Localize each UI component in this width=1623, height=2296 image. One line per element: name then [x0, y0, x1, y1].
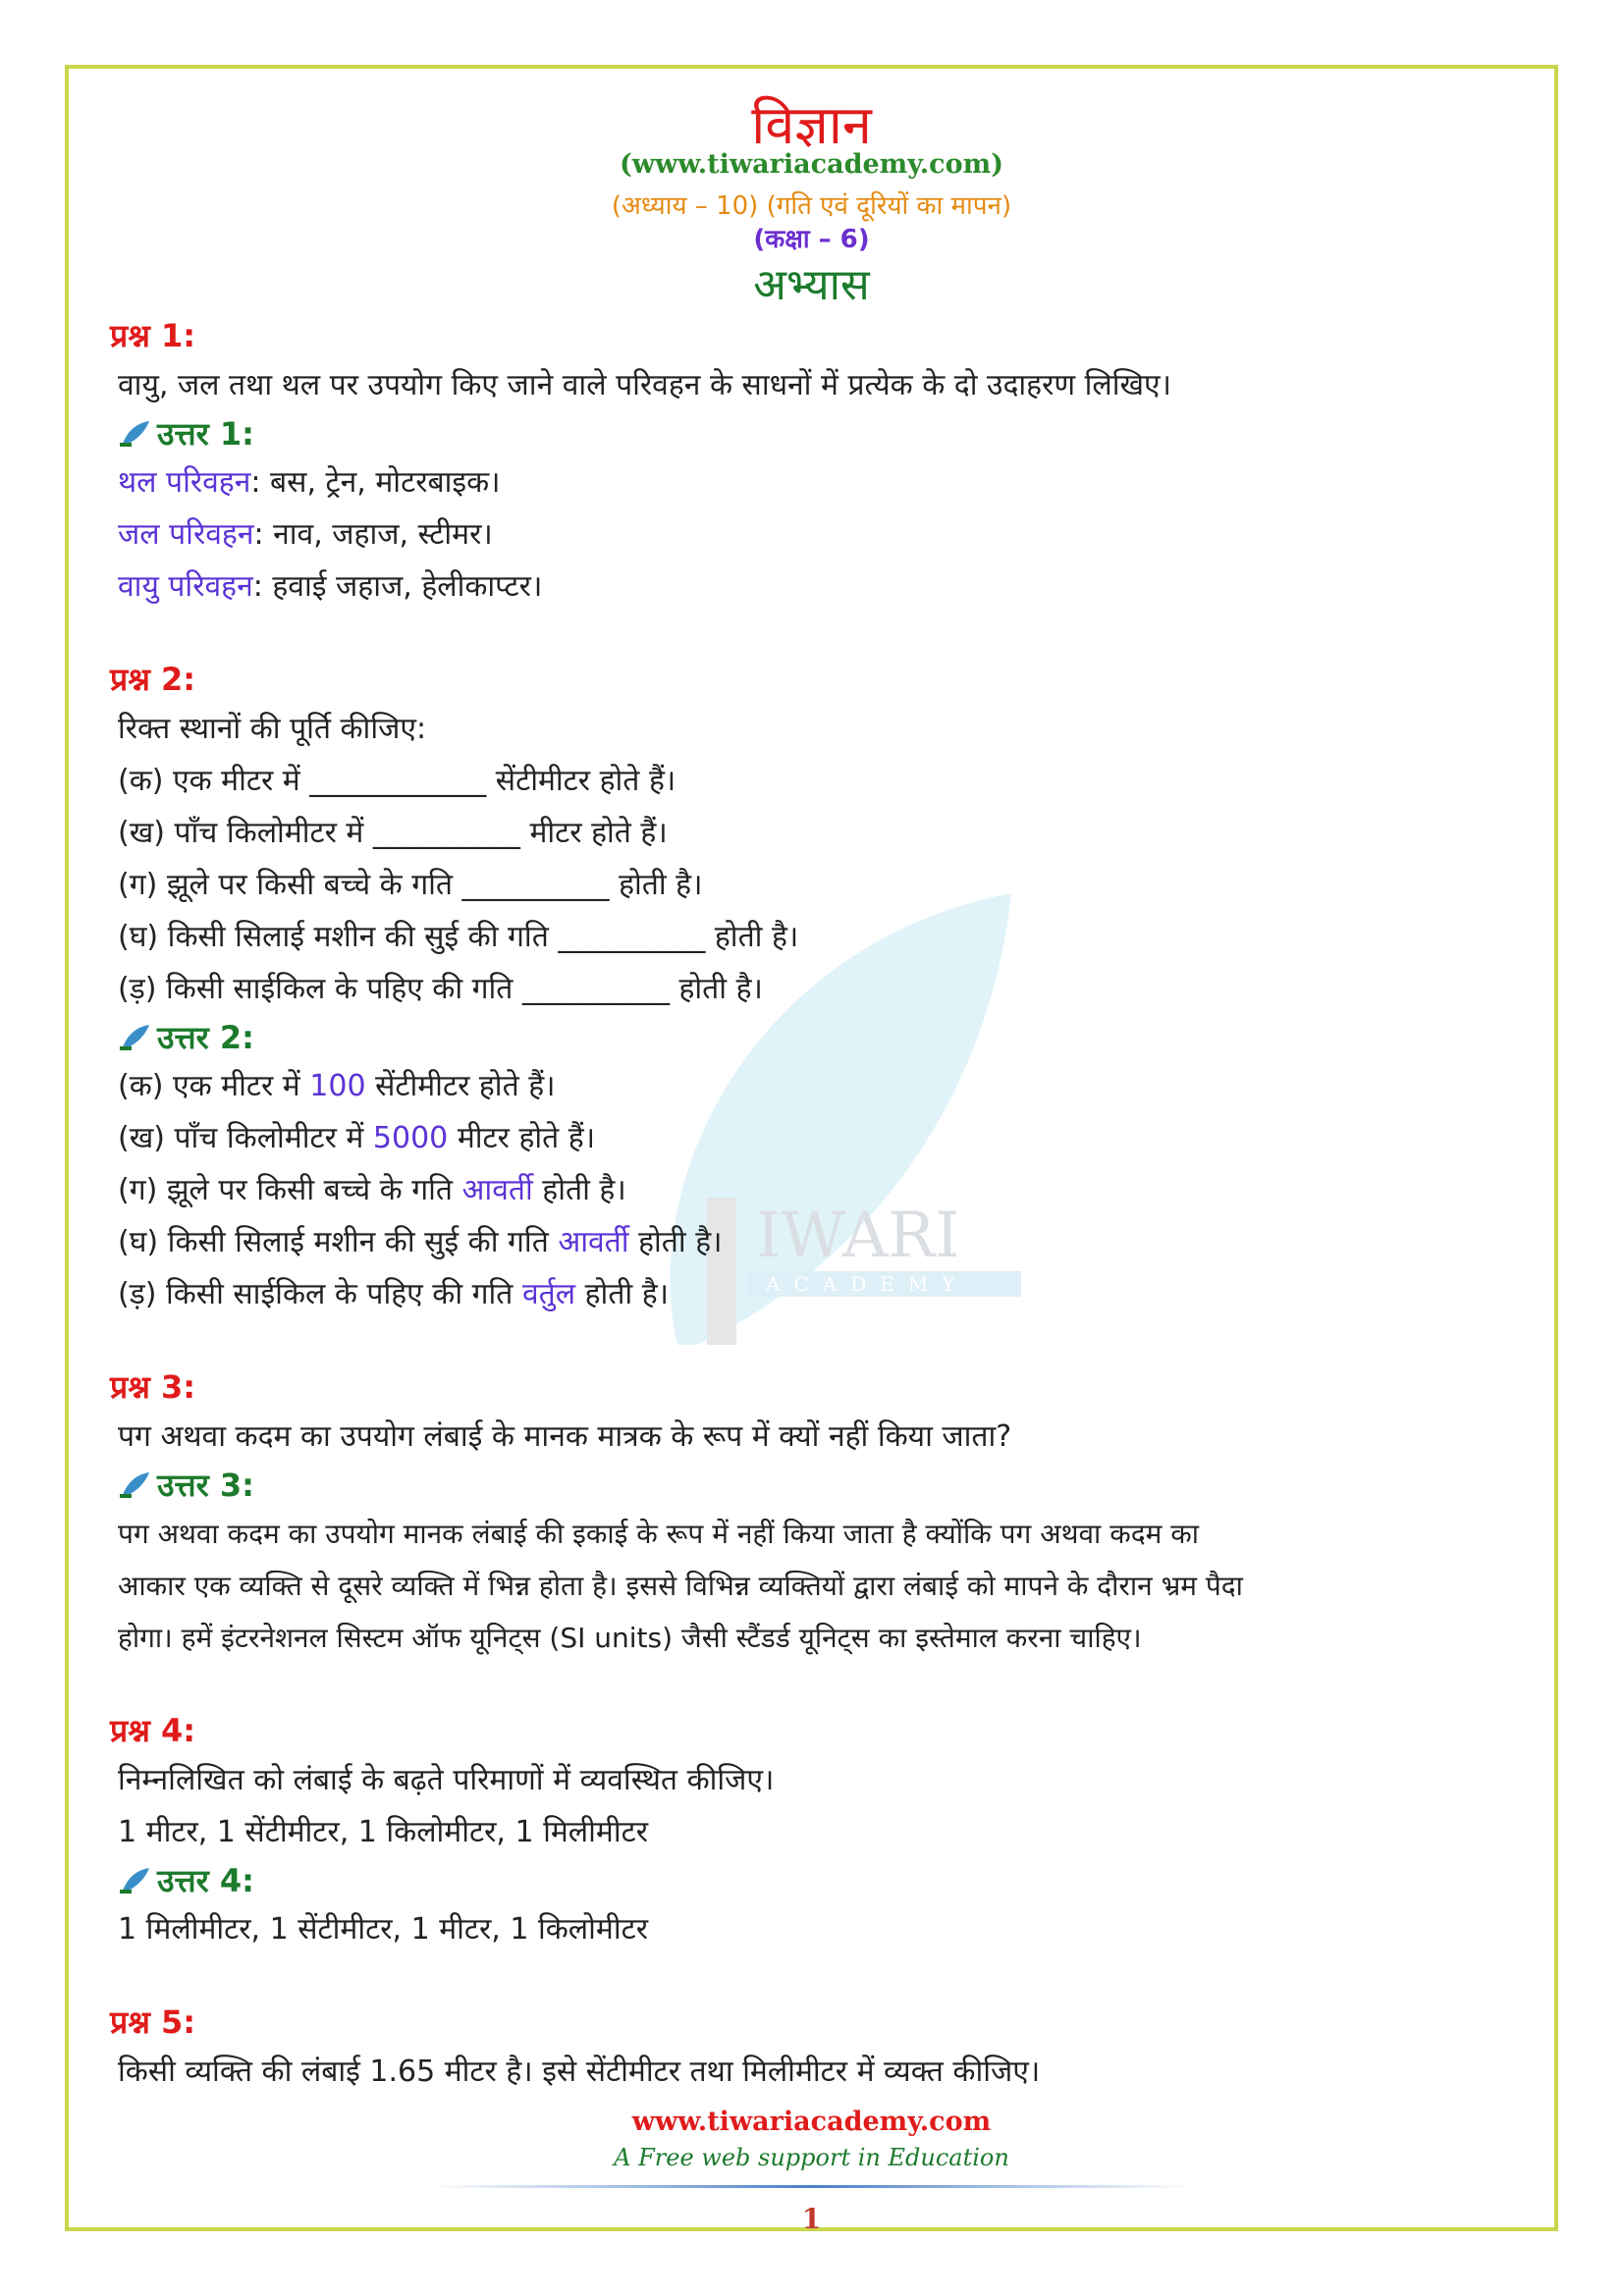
answer-3-line: पग अथवा कदम का उपयोग मानक लंबाई की इकाई के रूप में नहीं किया जाता है क्योंकि पग अथवा कदम का: [118, 1518, 1199, 1550]
quill-icon: [118, 419, 151, 449]
answer-2-line: (ड़) किसी साईकिल के पहिए की गति वर्तुल होती है।: [118, 1277, 670, 1311]
exercise-heading: अभ्यास: [753, 260, 870, 310]
answer-4-text: 1 मिलीमीटर, 1 सेंटीमीटर, 1 मीटर, 1 किलोमीटर: [118, 1912, 649, 1947]
class-label: (कक्षा – 6): [753, 225, 870, 254]
footer-tagline: A Free web support in Education: [614, 2144, 1009, 2171]
watermark-text: IWARI: [756, 1200, 960, 1272]
page-number: 1: [801, 2203, 822, 2235]
question-4-label: प्रश्न 4:: [110, 1712, 196, 1749]
footer-website: www.tiwariacademy.com: [631, 2107, 992, 2137]
answer-3-line: आकार एक व्यक्ति से दूसरे व्यक्ति में भिन्न होता है। इससे विभिन्न व्यक्तियों द्वारा लंबाई को मापने के दौरान भ्रम पैदा: [118, 1570, 1243, 1602]
quill-icon: [118, 1866, 151, 1896]
answer-4-label: उत्तर 4:: [157, 1862, 254, 1899]
quill-icon: [118, 1023, 151, 1052]
answer-2-line: (ग) झूले पर किसी बच्चे के गति आवर्ती होती है।: [118, 1173, 626, 1207]
question-1-label: प्रश्न 1:: [110, 317, 196, 354]
answer-2-heading: [110, 1015, 1524, 1060]
footer-divider: [432, 2185, 1191, 2188]
question-1-text: वायु, जल तथा थल पर उपयोग किए जाने वाले परिवहन के साधनों में प्रत्येक के दो उदाहरण लिखिए।: [118, 368, 1171, 402]
question-3-text: पग अथवा कदम का उपयोग लंबाई के मानक मात्रक के रूप में क्यों नहीं किया जाता?: [118, 1419, 1012, 1454]
question-2-item: (ख) पाँच किलोमीटर में __________ मीटर होते हैं।: [118, 816, 668, 850]
question-2-intro: रिक्त स्थानों की पूर्ति कीजिए:: [118, 712, 427, 746]
content: [110, 312, 1524, 2098]
answer-4-heading: [110, 1858, 1524, 1903]
answer-2-line: (घ) किसी सिलाई मशीन की सुई की गति आवर्ती होती है।: [118, 1225, 723, 1259]
question-3-label: प्रश्न 3:: [110, 1368, 196, 1406]
answer-1-line: जल परिवहन: नाव, जहाज, स्टीमर।: [118, 517, 493, 552]
answer-1-line: वायु परिवहन: हवाई जहाज, हेलीकाप्टर।: [118, 569, 543, 604]
answer-2-line: (ख) पाँच किलोमीटर में 5000 मीटर होते हैं।: [118, 1121, 596, 1155]
answer-1-heading: [110, 411, 1524, 456]
header-website: (www.tiwariacademy.com): [620, 149, 1003, 180]
answer-1-line: थल परिवहन: बस, ट्रेन, मोटरबाइक।: [118, 465, 501, 500]
question-2-item: (घ) किसी सिलाई मशीन की सुई की गति __________ होती है।: [118, 920, 799, 954]
question-5-text: किसी व्यक्ति की लंबाई 1.65 मीटर है। इसे सेंटीमीटर तथा मिलीमीटर में व्यक्त कीजिए।: [118, 2055, 1041, 2089]
page-title: विज्ञान: [751, 94, 872, 156]
question-2-label: प्रश्न 2:: [110, 661, 196, 698]
watermark-subtext: ACADEMY: [766, 1272, 969, 1296]
question-2-item: (ग) झूले पर किसी बच्चे के गति __________ होती है।: [118, 868, 703, 902]
answer-2-line: (क) एक मीटर में 100 सेंटीमीटर होते हैं।: [118, 1069, 556, 1103]
quill-icon: [118, 1470, 151, 1500]
question-4-text: निम्नलिखित को लंबाई के बढ़ते परिमाणों में व्यवस्थित कीजिए।: [118, 1763, 775, 1797]
question-4-items: 1 मीटर, 1 सेंटीमीटर, 1 किलोमीटर, 1 मिलीमीटर: [118, 1815, 649, 1849]
chapter-title: (अध्याय – 10) (गति एवं दूरियों का मापन): [611, 191, 1012, 221]
answer-1-label: उत्तर 1:: [157, 415, 254, 453]
question-2-item: (क) एक मीटर में ____________ सेंटीमीटर होते हैं।: [118, 764, 676, 798]
question-5-label: प्रश्न 5:: [110, 2003, 196, 2041]
answer-2-label: उत्तर 2:: [157, 1019, 254, 1056]
answer-3-line: होगा। हमें इंटरनेशनल सिस्टम ऑफ यूनिट्स (SI units) जैसी स्टैंडर्ड यूनिट्स का इस्तेमाल करना चाहिए।: [118, 1622, 1142, 1654]
question-2-item: (ड़) किसी साईकिल के पहिए की गति __________ होती है।: [118, 972, 763, 1006]
answer-3-heading: [110, 1463, 1524, 1508]
answer-3-label: उत्तर 3:: [157, 1467, 254, 1504]
